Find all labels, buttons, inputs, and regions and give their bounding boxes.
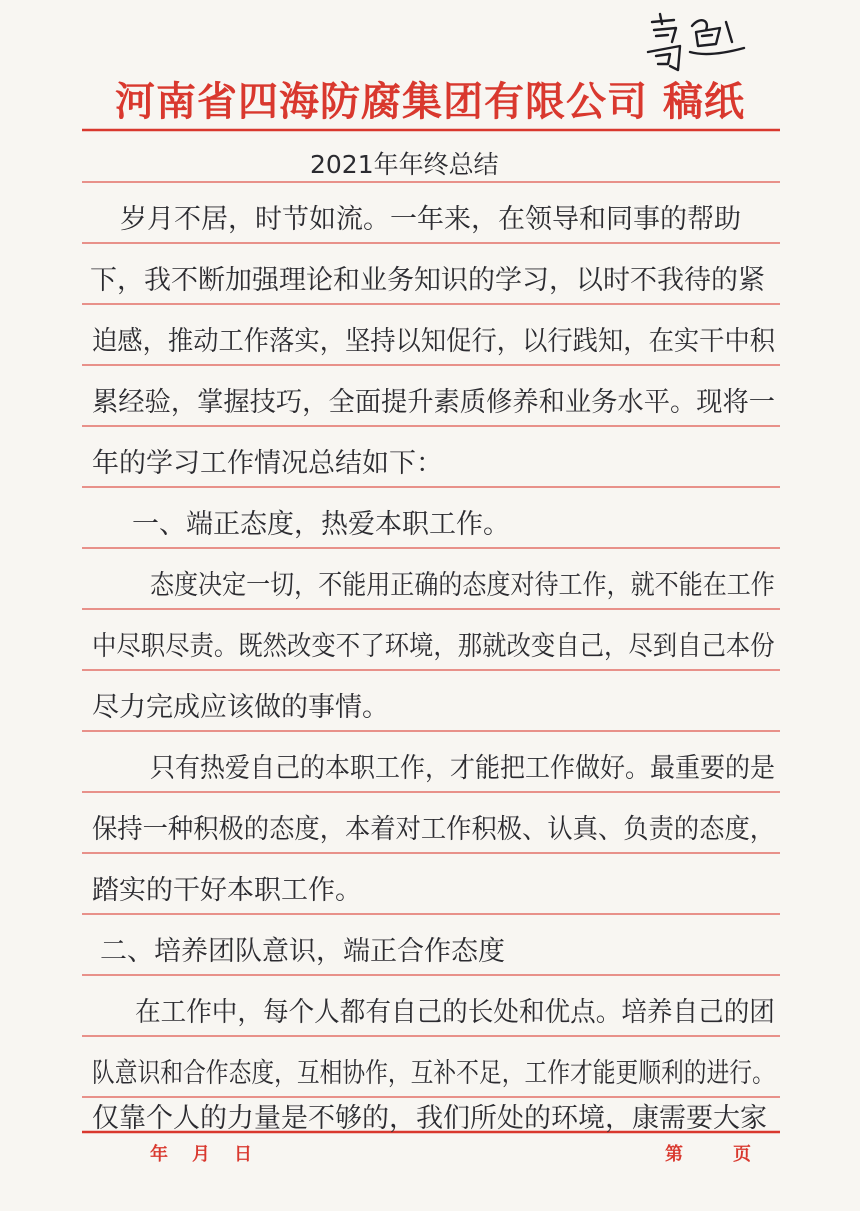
document-title: 2021年年终总结 [310,150,499,179]
text-line: 中尽职尽责。既然改变不了环境，那就改变自己，尽到自己本份 [92,631,775,662]
text-line: 队意识和合作态度，互相协作，互补不足，工作才能更顺利的进行。 [92,1058,775,1089]
footer-day-label: 日 [234,1144,252,1165]
footer-month-label: 月 [192,1144,210,1165]
section-heading: 一、端正态度，热爱本职工作。 [132,509,510,540]
text-line: 尽力完成应该做的事情。 [92,692,389,723]
footer-year-label: 年 [150,1144,168,1165]
text-line: 保持一种积极的态度，本着对工作积极、认真、负责的态度， [92,814,776,845]
text-line: 下，我不断加强理论和业务知识的学习，以时不我待的紧 [90,265,765,296]
text-line: 只有热爱自己的本职工作，才能把工作做好。最重要的是 [150,753,776,784]
letterhead-title: 河南省四海防腐集团有限公司 稿纸 [115,78,745,125]
text-line: 年的学习工作情况总结如下： [92,448,443,479]
footer-page-label: 页 [733,1144,751,1165]
text-line: 在工作中，每个人都有自己的长处和优点。培养自己的团 [135,997,775,1028]
text-line: 累经验，掌握技巧，全面提升素质修养和业务水平。现将一 [92,387,776,418]
text-line: 迫感，推动工作落实，坚持以知促行，以行践知，在实干中积 [92,326,776,357]
section-heading: 二、培养团队意识，端正合作态度 [100,936,505,967]
footer-page-prefix: 第 [665,1144,683,1165]
text-line: 踏实的干好本职工作。 [92,875,362,906]
text-line: 态度决定一切，不能用正确的态度对待工作，就不能在工作 [150,570,775,601]
text-line: 岁月不居，时节如流。一年来，在领导和同事的帮助 [120,204,741,235]
text-line: 仅靠个人的力量是不够的，我们所处的环境，康需要大家 [92,1103,767,1134]
